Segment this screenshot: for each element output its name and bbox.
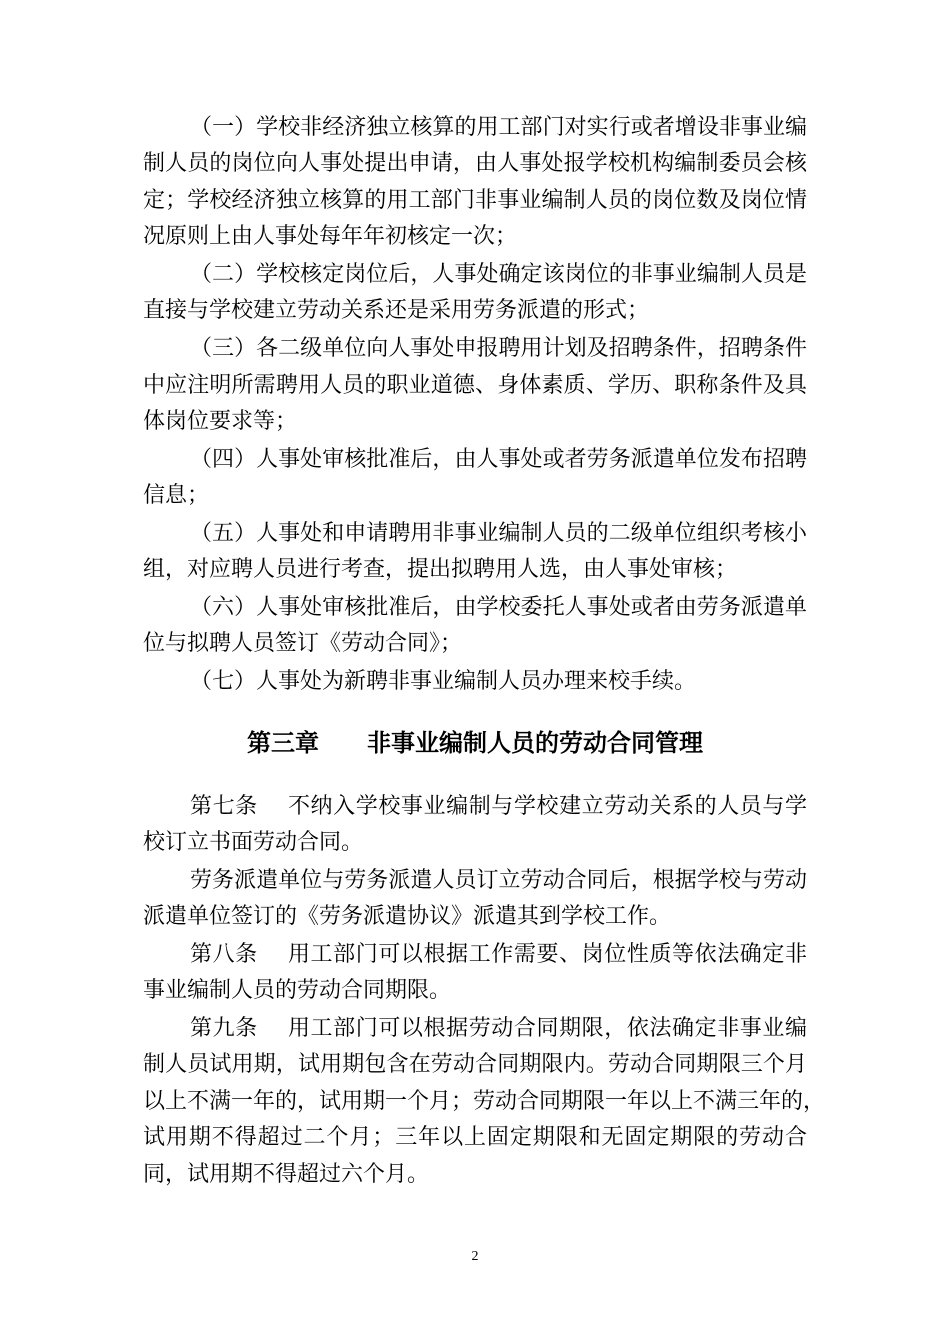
paragraph-4-line-2: 信息；: [143, 483, 210, 508]
article-8-line-1: 第八条 用工部门可以根据工作需要、岗位性质等依法确定非: [190, 942, 807, 967]
dispatch-paragraph-line-1: 劳务派遣单位与劳务派遣人员订立劳动合同后，根据学校与劳动: [190, 868, 807, 893]
paragraph-6-line-2: 位与拟聘人员签订《劳动合同》；: [143, 631, 463, 656]
article-9-line-5: 同，试用期不得超过六个月。: [143, 1162, 430, 1187]
paragraph-1-line-1: （一）学校非经济独立核算的用工部门对实行或者增设非事业编: [190, 115, 807, 140]
paragraph-1-line-4: 况原则上由人事处每年年初核定一次；: [143, 224, 518, 249]
dispatch-paragraph-line-2: 派遣单位签订的《劳务派遣协议》派遣其到学校工作。: [143, 904, 672, 929]
paragraph-7-line-1: （七）人事处为新聘非事业编制人员办理来校手续。: [190, 669, 697, 694]
article-9-line-3: 以上不满一年的，试用期一个月；劳动合同期限一年以上不满三年的，: [143, 1089, 826, 1114]
paragraph-2-line-1: （二）学校核定岗位后，人事处确定该岗位的非事业编制人员是: [190, 262, 807, 287]
paragraph-3-line-3: 体岗位要求等；: [143, 409, 298, 434]
paragraph-2-line-2: 直接与学校建立劳动关系还是采用劳务派遣的形式；: [143, 298, 650, 323]
article-9-line-1: 第九条 用工部门可以根据劳动合同期限，依法确定非事业编: [190, 1016, 807, 1041]
paragraph-5-line-1: （五）人事处和申请聘用非事业编制人员的二级单位组织考核小: [190, 521, 807, 546]
page-number: 2: [471, 1249, 479, 1264]
article-8-line-2: 事业编制人员的劳动合同期限。: [143, 978, 452, 1003]
article-7-line-2: 校订立书面劳动合同。: [143, 830, 364, 855]
paragraph-1-line-2: 制人员的岗位向人事处提出申请，由人事处报学校机构编制委员会核: [143, 151, 807, 176]
paragraph-1-line-3: 定；学校经济独立核算的用工部门非事业编制人员的岗位数及岗位情: [143, 188, 807, 213]
paragraph-6-line-1: （六）人事处审核批准后，由学校委托人事处或者由劳务派遣单: [190, 595, 807, 620]
paragraph-5-line-2: 组，对应聘人员进行考查，提出拟聘用人选，由人事处审核；: [143, 557, 738, 582]
paragraph-3-line-1: （三）各二级单位向人事处申报聘用计划及招聘条件，招聘条件: [190, 336, 807, 361]
chapter-heading: 第三章 非事业编制人员的劳动合同管理: [247, 729, 703, 757]
paragraph-3-line-2: 中应注明所需聘用人员的职业道德、身体素质、学历、职称条件及具: [143, 373, 807, 398]
paragraph-4-line-1: （四）人事处审核批准后，由人事处或者劳务派遣单位发布招聘: [190, 447, 807, 472]
article-7-line-1: 第七条 不纳入学校事业编制与学校建立劳动关系的人员与学: [190, 794, 807, 819]
article-9-line-4: 试用期不得超过二个月；三年以上固定期限和无固定期限的劳动合: [143, 1125, 807, 1150]
article-9-line-2: 制人员试用期，试用期包含在劳动合同期限内。劳动合同期限三个月: [143, 1052, 807, 1077]
